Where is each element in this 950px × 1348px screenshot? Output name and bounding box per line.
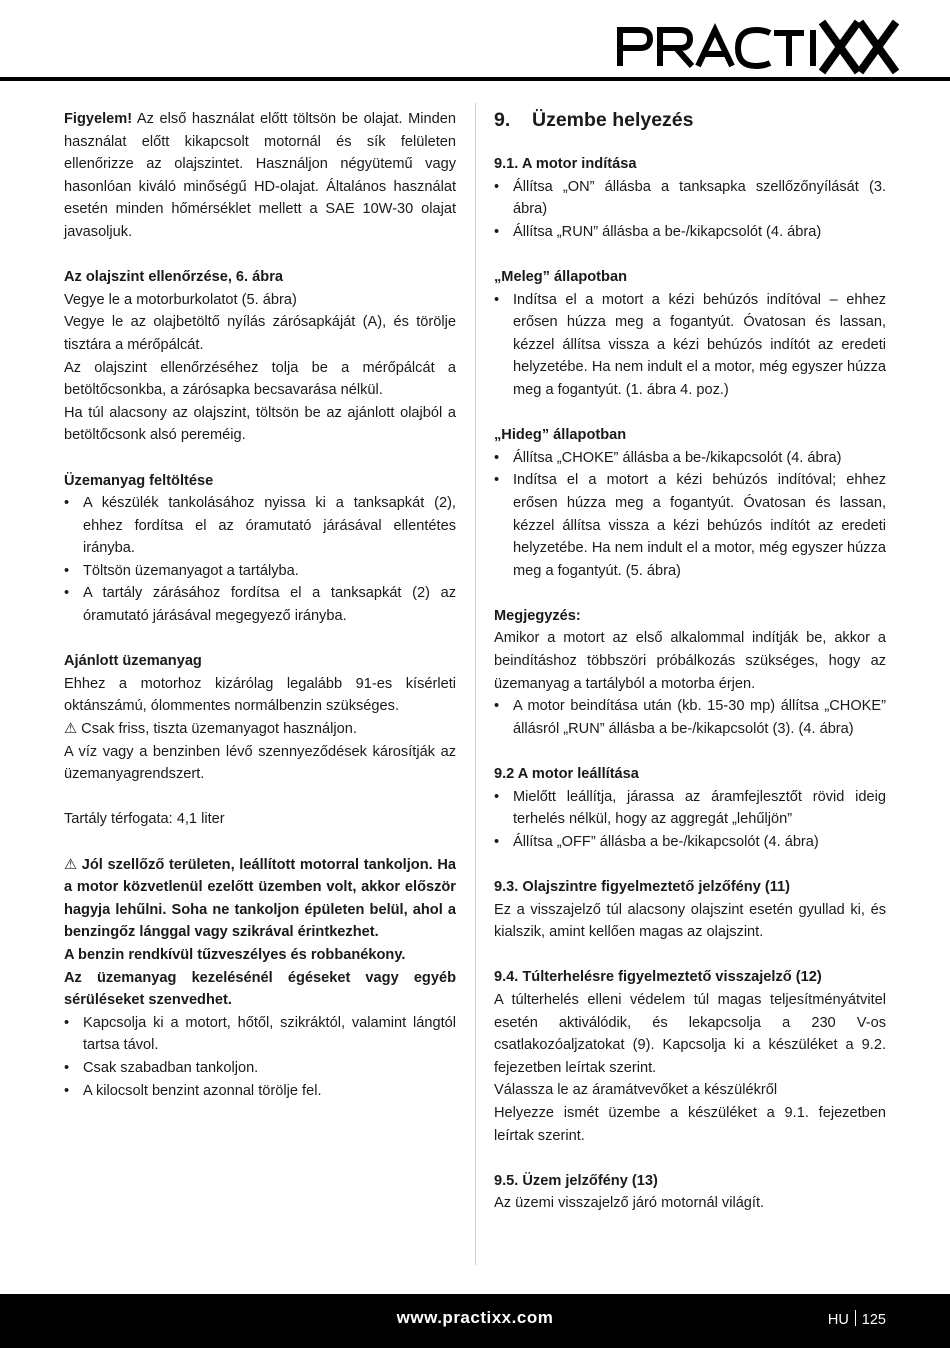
warm-state-list xyxy=(494,289,886,402)
list-item: • Indítsa el a motort a kézi behúzós indítóval – ehhez erősen húzza meg a fogantyút. Óvatosan és lassan, kézzel állítsa vissza a kézi behúzós indítót az eredeti helyzetébe. Ha nem indult el a motor, még egyszer húzza meg a fogantyút. (1. ábra 4. poz.) xyxy=(494,289,886,402)
operation-light-heading: 9.5. Üzem jelzőfény (13) xyxy=(494,1172,658,1189)
overload-indicator-text: Helyezze ismét üzembe a készüléket a 9.1. fejezetben leírtak szerint. xyxy=(494,1104,886,1144)
start-engine-heading: 9.1. A motor indítása xyxy=(494,156,637,172)
stop-engine-heading: 9.2 A motor leállítása xyxy=(494,766,639,783)
warning-icon: ⚠ xyxy=(64,856,78,873)
intro-text: Az első használat előtt töltsön be olajat. Minden használat előtt kikapcsolt motornál és sík felületen ellenőrizze az olajszintet. Használjon négyütemű vagy hasonlóan kiváló minőségű HD-olajat. Általános használat esetén minden hőmérséklet mellett a SAE 10W-30 olajat javasoljuk. xyxy=(64,111,456,240)
list-item: • A kilocsolt benzint azonnal törölje fel. xyxy=(64,1080,456,1103)
intro-paragraph xyxy=(64,108,456,244)
fuel-fill-heading: Üzemanyag feltöltése xyxy=(64,472,214,489)
note-heading: Megjegyzés: xyxy=(494,607,581,624)
left-column xyxy=(64,108,456,1102)
header-rule xyxy=(0,77,950,81)
list-item: • Állítsa „OFF” állásba a be-/kikapcsolót (4. ábra) xyxy=(494,831,886,854)
list-item: • A készülék tankolásához nyissa ki a tanksapkát (2), ehhez fordítsa el az óramutató járásával ellentétes irányba. xyxy=(64,492,456,560)
list-item: • Indítsa el a motort a kézi behúzós indítóval; ehhez erősen húzza meg a fogantyút. Óvatosan és lassan, kézzel állítsa vissza a kézi behúzós indítót az eredeti helyzetébe. Ha nem indult el a motor, még egyszer húzza meg a fogantyút. (5. ábra) xyxy=(494,469,886,582)
note-list xyxy=(494,695,886,740)
oil-check-heading: Az olajszint ellenőrzése, 6. ábra xyxy=(64,269,283,286)
list-item: • Töltsön üzemanyagot a tartályba. xyxy=(64,560,456,583)
oil-warning-light-heading: 9.3. Olajszintre figyelmeztető jelzőfény (11) xyxy=(494,879,791,895)
recommended-fuel-heading: Ajánlott üzemanyag xyxy=(64,653,202,670)
oil-warning-light-text: Ez a visszajelző túl alacsony olajszint esetén gyullad ki, és kialszik, amint kellően magas az olajszint. xyxy=(494,901,886,941)
page-number: 125 xyxy=(861,1312,886,1328)
refuel-warning-text: Jól szellőző területen, leállított motorral tankoljon. Ha a motor közvetlenül ezelőtt üzemben volt, akkor először hagyja lehűlni. Soha ne tankoljon épületen belül, ahol a benzingőz lánggal vagy szikrával érintkezhet. xyxy=(64,856,456,941)
page-indicator xyxy=(828,1310,886,1328)
right-column xyxy=(494,108,886,1215)
oil-check-line: Ha túl alacsony az olajszint, töltsön be az ajánlott olajból a betöltőcsonk alsó pereméig. xyxy=(64,404,456,444)
start-engine-list xyxy=(494,176,886,244)
practixx-logo xyxy=(614,16,914,76)
warning-icon: ⚠ xyxy=(64,721,78,738)
injury-warning: Az üzemanyag kezelésénél égéseket vagy egyéb sérüléseket szenvedhet. xyxy=(64,969,456,1009)
oil-check-line: Az olajszint ellenőrzéséhez tolja be a mérőpálcát a betöltőcsonkba, a zárósapka becsavarása nélkül. xyxy=(64,359,456,399)
list-item: • Csak szabadban tankoljon. xyxy=(64,1057,456,1080)
overload-indicator-text: Válassza le az áramátvevőket a készülékről xyxy=(494,1082,778,1099)
note-text: Amikor a motort az első alkalommal indítják be, akkor a beindításhoz többszöri próbálkozás szükséges, hogy az üzemanyag a tartályból a motorba érjen. xyxy=(494,630,886,692)
list-item: • Kapcsolja ki a motort, hőtől, szikráktól, valamint lángtól tartsa távol. xyxy=(64,1012,456,1057)
intro-bold: Figyelem! xyxy=(64,111,133,127)
safety-list xyxy=(64,1012,456,1102)
refuel-warning xyxy=(64,854,456,944)
separator xyxy=(855,1310,856,1326)
flammable-warning: A benzin rendkívül tűzveszélyes és robbanékony. xyxy=(64,946,406,963)
website-link[interactable]: www.practixx.com xyxy=(396,1308,554,1327)
fuel-fill-list xyxy=(64,492,456,628)
overload-indicator-text: A túlterhelés elleni védelem túl magas teljesítményátvitel esetén aktiválódik, és lekapcsolja a 230 V-os csatlakozóaljzatokat (9). Kapcsolja ki a készüléket a 9.2. fejezetben leírtak szerint. xyxy=(494,991,886,1076)
fresh-fuel-text: Csak friss, tiszta üzemanyagot használjon. xyxy=(81,721,357,738)
oil-check-line: Vegye le a motorburkolatot (5. ábra) xyxy=(64,291,297,308)
tank-volume: Tartály térfogata: 4,1 liter xyxy=(64,811,225,828)
list-item: • A motor beindítása után (kb. 15-30 mp) állítsa „CHOKE” állásról „RUN” állásba a be-/kikapcsolót (3). (4. ábra) xyxy=(494,695,886,740)
list-item: • Állítsa „CHOKE” állásba a be-/kikapcsolót (4. ábra) xyxy=(494,447,886,470)
list-item: • Állítsa „RUN” állásba a be-/kikapcsolót (4. ábra) xyxy=(494,221,886,244)
overload-indicator-heading: 9.4. Túlterhelésre figyelmeztető visszajelző (12) xyxy=(494,969,822,986)
operation-light-text: Az üzemi visszajelző járó motornál világít. xyxy=(494,1195,765,1212)
oil-check-line: Vegye le az olajbetöltő nyílás zárósapkáját (A), és törölje tisztára a mérőpálcát. xyxy=(64,314,456,353)
warm-state-heading: „Meleg” állapotban xyxy=(494,268,627,285)
chapter-heading xyxy=(494,108,886,132)
cold-state-list xyxy=(494,447,886,583)
contamination-text: A víz vagy a benzinben lévő szennyeződések károsítják az üzemanyagrendszert. xyxy=(64,743,456,783)
chapter-title: Üzembe helyezés xyxy=(532,109,694,131)
column-divider xyxy=(475,103,476,1265)
footer-bar xyxy=(0,1294,950,1348)
chapter-number: 9. xyxy=(494,109,511,131)
recommended-fuel-text: Ehhez a motorhoz kizárólag legalább 91-es kísérleti oktánszámú, ólommentes normálbenzin szükséges. xyxy=(64,675,456,715)
language-code: HU xyxy=(827,1312,849,1328)
list-item: • Mielőtt leállítja, járassa az áramfejlesztőt rövid ideig terhelés nélkül, hogy az aggregát „lehűljön” xyxy=(494,786,886,831)
cold-state-heading: „Hideg” állapotban xyxy=(494,427,627,444)
list-item: • Állítsa „ON” állásba a tanksapka szellőzőnyílását (3. ábra) xyxy=(494,176,886,221)
fresh-fuel-line xyxy=(64,718,456,741)
list-item: • A tartály zárásához fordítsa el a tanksapkát (2) az óramutató járásával megegyező irányba. xyxy=(64,582,456,627)
stop-engine-list xyxy=(494,786,886,854)
